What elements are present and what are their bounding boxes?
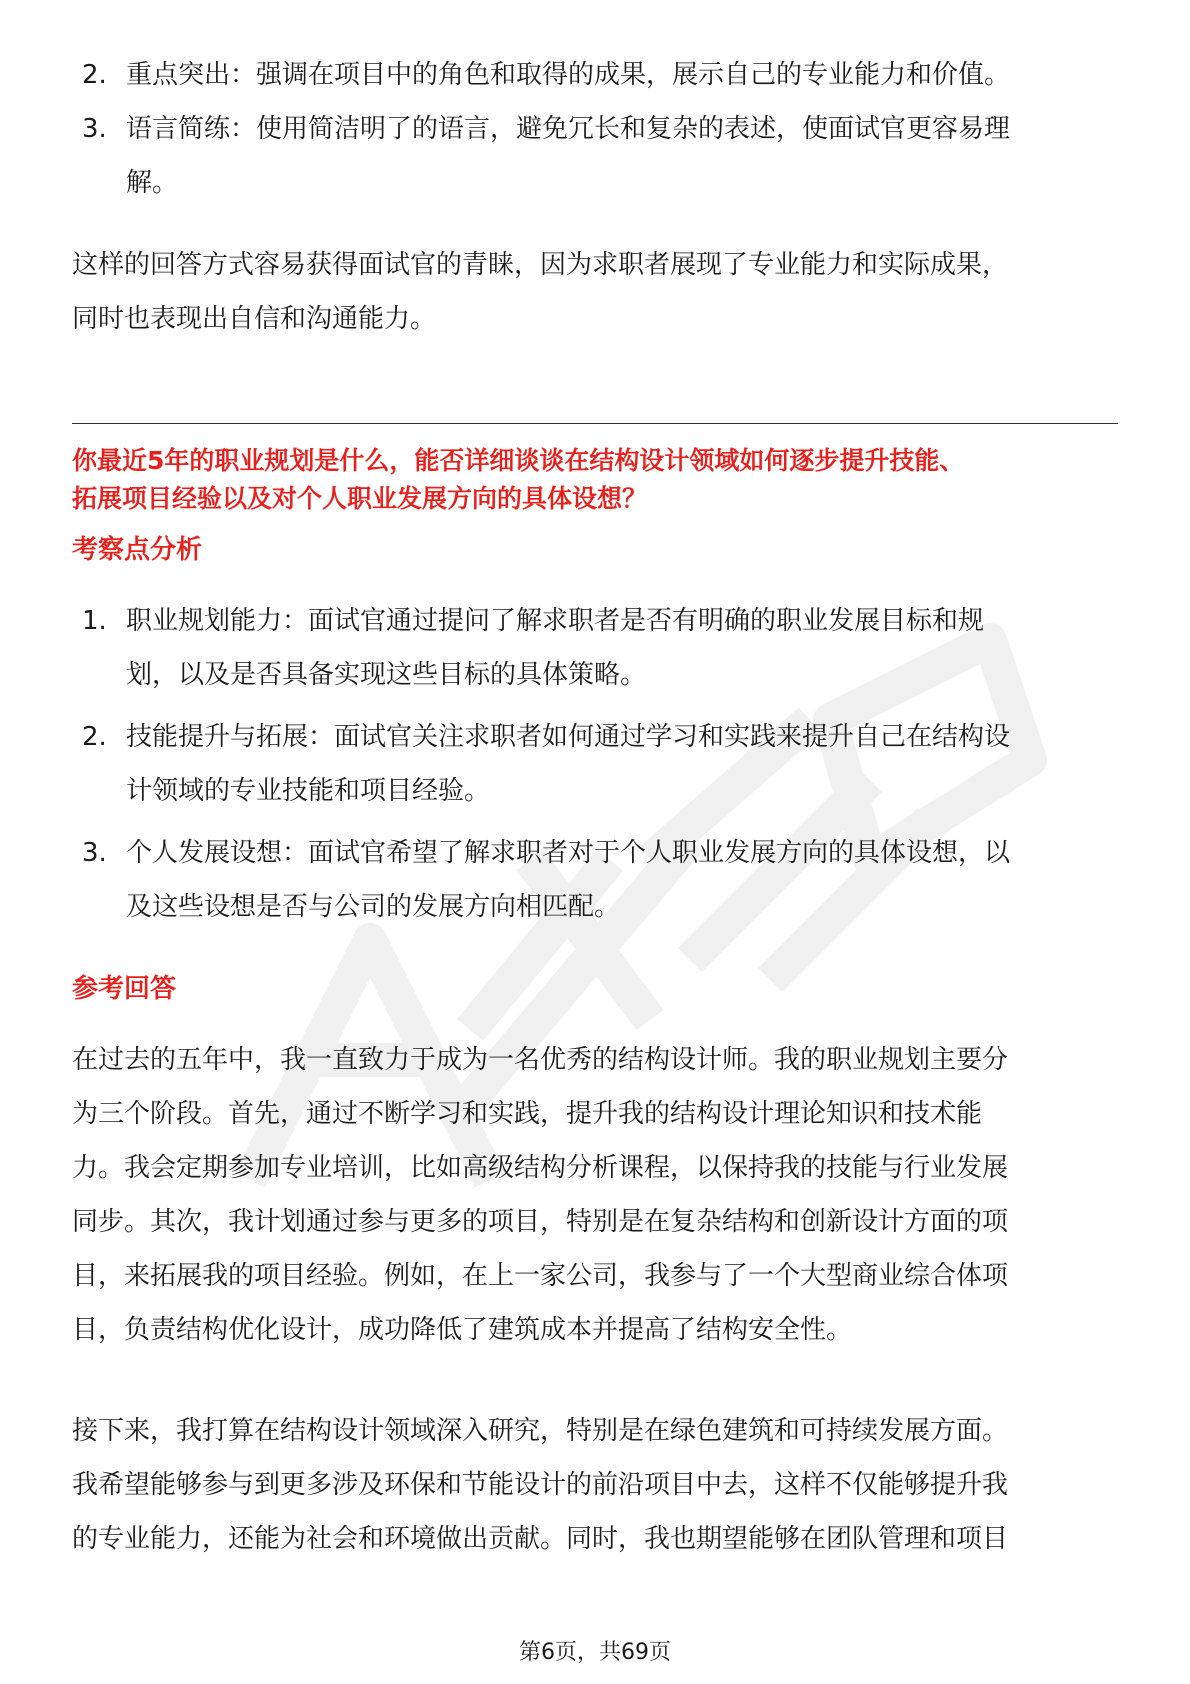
summary-line: 同时也表现出自信和沟通能力。 xyxy=(72,304,437,334)
list-number: 2. xyxy=(82,60,107,90)
list-item-text: 划，以及是否具备实现这些目标的具体策略。 xyxy=(126,660,647,690)
answer-line: 目，负责结构优化设计，成功降低了建筑成本并提高了结构安全性。 xyxy=(72,1315,853,1345)
answer-title: 参考回答 xyxy=(72,974,177,1004)
list-number: 2. xyxy=(82,722,107,752)
answer-line: 力。我会定期参加专业培训，比如高级结构分析课程，以保持我的技能与行业发展 xyxy=(72,1153,1009,1183)
analysis-title: 考察点分析 xyxy=(72,535,203,565)
list-item-text: 个人发展设想：面试官希望了解求职者对于个人职业发展方向的具体设想，以 xyxy=(126,838,1011,868)
list-item-text: 语言简练：使用简洁明了的语言，避免冗长和复杂的表述，使面试官更容易理 xyxy=(126,114,1011,144)
list-item-text: 解。 xyxy=(126,168,179,198)
answer-line: 接下来，我打算在结构设计领域深入研究，特别是在绿色建筑和可持续发展方面。 xyxy=(72,1416,1009,1446)
question-line: 你最近5年的职业规划是什么，能否详细谈谈在结构设计领域如何逐步提升技能、 xyxy=(72,446,965,475)
list-item-text: 及这些设想是否与公司的发展方向相匹配。 xyxy=(126,892,621,922)
list-item-text: 技能提升与拓展：面试官关注求职者如何通过学习和实践来提升自己在结构设 xyxy=(126,722,1011,752)
question-line: 拓展项目经验以及对个人职业发展方向的具体设想？ xyxy=(72,484,648,513)
list-number: 1. xyxy=(82,606,107,636)
summary-line: 这样的回答方式容易获得面试官的青睐，因为求职者展现了专业能力和实际成果， xyxy=(72,250,1009,280)
list-item-text: 职业规划能力：面试官通过提问了解求职者是否有明确的职业发展目标和规 xyxy=(126,606,985,636)
answer-line: 同步。其次，我计划通过参与更多的项目，特别是在复杂结构和创新设计方面的项 xyxy=(72,1207,1009,1237)
page-footer: 第6页，共69页 xyxy=(519,1640,671,1665)
answer-line: 在过去的五年中，我一直致力于成为一名优秀的结构设计师。我的职业规划主要分 xyxy=(72,1045,1009,1075)
list-item-text: 计领域的专业技能和项目经验。 xyxy=(126,776,491,806)
answer-line: 的专业能力，还能为社会和环境做出贡献。同时，我也期望能够在团队管理和项目 xyxy=(72,1524,1009,1554)
answer-line: 为三个阶段。首先，通过不断学习和实践，提升我的结构设计理论知识和技术能 xyxy=(72,1099,983,1129)
list-item-text: 重点突出：强调在项目中的角色和取得的成果，展示自己的专业能力和价值。 xyxy=(126,60,1011,90)
list-number: 3. xyxy=(82,114,107,144)
answer-line: 目，来拓展我的项目经验。例如，在上一家公司，我参与了一个大型商业综合体项 xyxy=(72,1261,1009,1291)
answer-line: 我希望能够参与到更多涉及环保和节能设计的前沿项目中去，这样不仅能够提升我 xyxy=(72,1470,1009,1500)
list-number: 3. xyxy=(82,838,107,868)
section-divider xyxy=(72,423,1118,424)
